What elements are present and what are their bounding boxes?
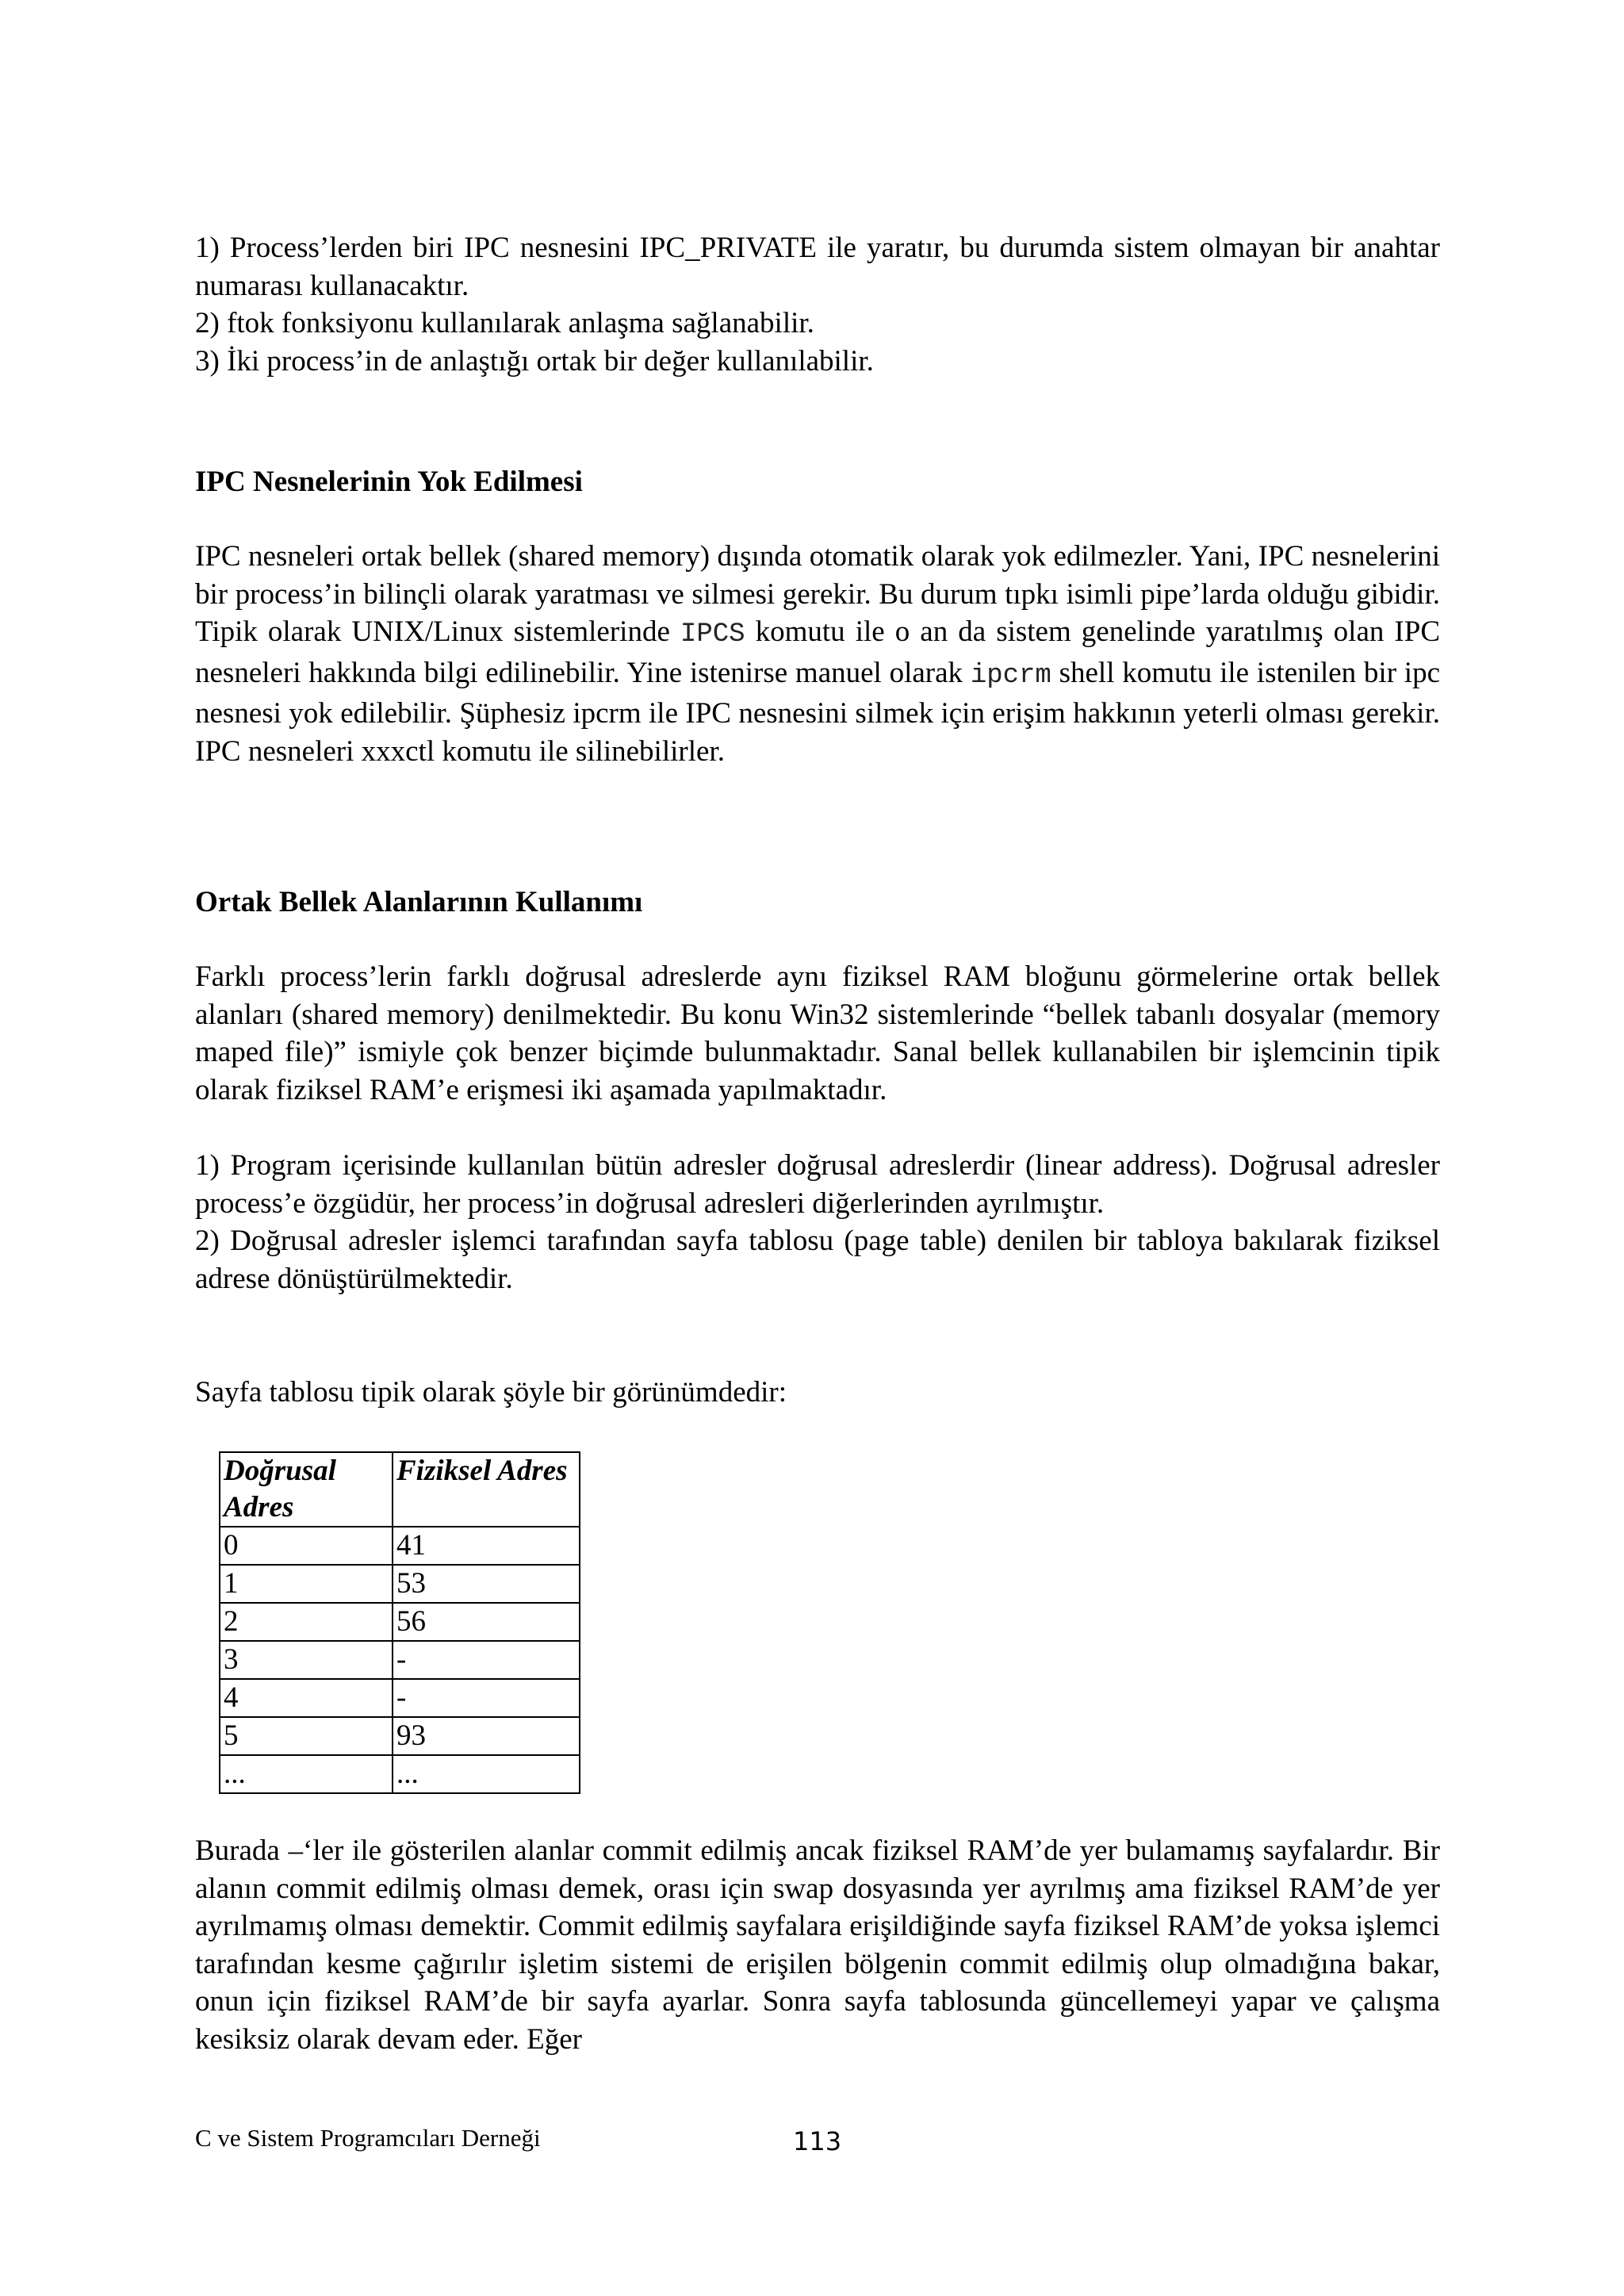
table-row: [220, 1717, 580, 1755]
table-cell: 1: [220, 1565, 393, 1603]
section-heading-shared-memory: Ortak Bellek Alanlarının Kullanımı: [195, 886, 643, 918]
intro-list-item-3: 3) İki process’in de anlaştığı ortak bir değer kullanılabilir.: [195, 344, 874, 378]
table-row: [220, 1565, 580, 1603]
intro-list: [195, 229, 1440, 380]
table-row: [220, 1641, 580, 1679]
text-segment: IPC nesneleri ortak bellek (shared memory) dışında otomatik olarak yok edilmezler. Yani, IPC nesnelerini bir process’in bilinçli olarak yaratması ve silmesi gerekir. Bu durum tıpkı isimli pipe’larda olduğu gibidir. Tipik olarak UNIX/Linux sistemlerinde: [195, 540, 1440, 648]
table-cell: 0: [220, 1527, 393, 1565]
section-ipc-removal-body: [195, 538, 1440, 770]
table-row: [220, 1527, 580, 1565]
section-heading-ipc-removal: IPC Nesnelerinin Yok Edilmesi: [195, 466, 583, 498]
address-list-item-2: 2) Doğrusal adresler işlemci tarafından sayfa tablosu (page table) denilen bir tabloya bakılarak fiziksel adrese dönüştürülmektedir.: [195, 1225, 1440, 1295]
code-ipcrm: ipcrm: [970, 660, 1051, 691]
table-cell: ...: [393, 1755, 580, 1793]
table-cell: 3: [220, 1641, 393, 1679]
table-cell: 53: [393, 1565, 580, 1603]
table-cell: 56: [393, 1603, 580, 1641]
table-header-linear-address: Doğrusal Adres: [220, 1452, 393, 1527]
section-shared-memory-body: [195, 958, 1440, 1109]
address-list: [195, 1147, 1440, 1297]
table-cell: 5: [220, 1717, 393, 1755]
paragraph-commit-explanation: Burada –‘ler ile gösterilen alanlar commit edilmiş ancak fiziksel RAM’de yer bulamamış sayfalardır. Bir alanın commit edilmiş olması demek, orası için swap dosyasında yer ayrılmış ama fiziksel RAM’de yer ayrılmamış olması demektir. Commit edilmiş sayfalara erişildiğinde sayfa fiziksel RAM’de yoksa işlemci tarafından kesme çağırılır işletim sistemi de erişilen bölgenin commit edilmiş olup olmadığına bakar, onun için fiziksel RAM’de bir sayfa ayarlar. Sonra sayfa tablosunda güncellemeyi yapar ve çalışma kesiksiz olarak devam eder. Eğer: [195, 1834, 1440, 2056]
paragraph-ipc-removal: [195, 538, 1440, 770]
table-row: [220, 1755, 580, 1793]
footer-organization: C ve Sistem Programcıları Derneği: [195, 2124, 541, 2152]
table-cell: ...: [220, 1755, 393, 1793]
table-row: [220, 1679, 580, 1717]
table-intro-block: [195, 1374, 1440, 1412]
table-cell: 2: [220, 1603, 393, 1641]
table-header-physical-address: Fiziksel Adres: [393, 1452, 580, 1527]
text-segment: komutu ile o an da sistem genelinde yaratılmış olan IPC nesneleri hakkında bilgi edilinebilir. Yine istenirse manuel olarak: [195, 615, 1441, 689]
table-cell: 41: [393, 1527, 580, 1565]
address-list-item-1: 1) Program içerisinde kullanılan bütün adresler doğrusal adreslerdir (linear address). Doğrusal adresler process’e özgüdür, her process’in doğrusal adresleri diğerlerinden ayrılmıştır.: [195, 1149, 1440, 1220]
code-ipcs: IPCS: [680, 619, 745, 650]
table-header-row: [220, 1452, 580, 1527]
text-segment: shell komutu ile istenilen bir ipc nesnesi yok edilebilir. Şüphesiz ipcrm ile IPC nesnesini silmek için erişim hakkının yeterli olması gerekir. IPC nesneleri xxxctl komutu ile silinebilirler.: [195, 656, 1440, 768]
intro-list-item-1: 1) Process’lerden biri IPC nesnesini IPC_PRIVATE ile yaratır, bu durumda sistem olmayan bir anahtar numarası kullanacaktır.: [195, 232, 1440, 302]
page-table: [219, 1451, 580, 1794]
table-cell: -: [393, 1679, 580, 1717]
paragraph-shared-memory-intro: Farklı process’lerin farklı doğrusal adreslerde aynı fiziksel RAM bloğunu görmelerine ortak bellek alanları (shared memory) denilmektedir. Bu konu Win32 sistemlerinde “bellek tabanlı dosyalar (memory maped file)” ismiyle çok benzer biçimde bulunmaktadır. Sanal bellek kullanabilen bir işlemcinin tipik olarak fiziksel RAM’e erişmesi iki aşamada yapılmaktadır.: [195, 960, 1440, 1106]
table-intro-text: Sayfa tablosu tipik olarak şöyle bir görünümdedir:: [195, 1376, 787, 1409]
table-cell: 93: [393, 1717, 580, 1755]
page-number: 113: [793, 2126, 842, 2156]
after-table-block: [195, 1832, 1440, 2058]
table-row: [220, 1603, 580, 1641]
table-cell: 4: [220, 1679, 393, 1717]
intro-list-item-2: 2) ftok fonksiyonu kullanılarak anlaşma sağlanabilir.: [195, 307, 814, 339]
table-cell: -: [393, 1641, 580, 1679]
